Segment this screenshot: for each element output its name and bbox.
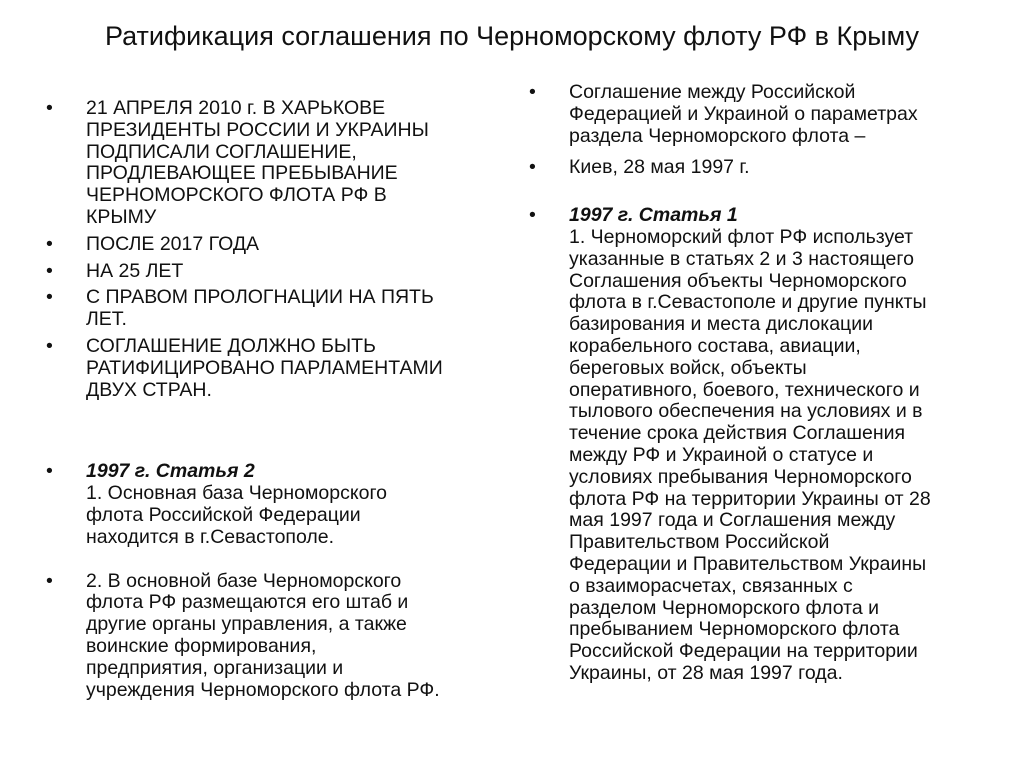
bullet-glyph: • — [46, 286, 53, 309]
bullet-glyph: • — [46, 569, 53, 592]
list-item-text: 21 АПРЕЛЯ 2010 г. В ХАРЬКОВЕ ПРЕЗИДЕНТЫ РОССИИ И УКРАИНЫ ПОДПИСАЛИ СОГЛАШЕНИЕ, ПРОДЛЕВАЮЩЕЕ ПРЕБЫВАНИЕ ЧЕРНОМОРСКОГО ФЛОТА РФ В КРЫМУ — [86, 97, 429, 228]
list-item-text: 2. В основной базе Черноморского флота РФ размещаются его штаб и другие органы управления, а также воинские формирования, предприятия, организации и учреждения Черноморского флота РФ. — [86, 569, 440, 701]
bullet-glyph: • — [529, 156, 536, 179]
bullet-glyph: • — [46, 460, 53, 483]
list-item-text: Киев, 28 мая 1997 г. — [569, 156, 750, 179]
list-item-article-1 — [529, 205, 999, 685]
list-item — [529, 157, 999, 179]
left-column-list — [46, 98, 512, 701]
list-item — [46, 287, 512, 331]
list-item-text: Соглашение между Российской Федерацией и Украиной о параметрах раздела Черноморского флота – — [569, 81, 918, 147]
list-item-article-2 — [46, 461, 512, 548]
bullet-glyph: • — [529, 81, 536, 103]
list-item-text: ПОСЛЕ 2017 ГОДА — [86, 232, 260, 255]
list-item — [46, 261, 512, 283]
list-item-text: НА 25 ЛЕТ — [86, 259, 184, 282]
list-item — [46, 571, 512, 702]
article-body: 1. Черноморский флот РФ использует указанные в статьях 2 и 3 настоящего Соглашения объекты Черноморского флота в г.Севастополе и другие пункты базирования и места дислокации корабельного состава, авиации, береговых войск, объекты оперативного, боевого, технического и тылового обеспечения на условиях и в течение срока действия Соглашения между РФ и Украиной о статусе и условиях пребывания Черноморского флота РФ на территории Украины от 28 мая 1997 года и Соглашения между Правительством Российской Федерации и Правительством Украины о взаиморасчетах, связанных с разделом Черноморского флота и пребыванием Черноморского флота Российской Федерации на территории Украины, от 28 мая 1997 года. — [569, 225, 931, 684]
list-item — [46, 234, 512, 256]
slide-title: Ратификация соглашения по Черноморскому флоту РФ в Крыму — [104, 21, 920, 51]
article-heading: 1997 г. Статья 1 — [569, 204, 738, 227]
list-item — [46, 336, 512, 401]
bullet-glyph: • — [529, 204, 536, 227]
bullet-glyph: • — [46, 259, 53, 282]
list-item — [529, 82, 999, 147]
article-heading: 1997 г. Статья 2 — [86, 460, 255, 483]
list-item-text: СОГЛАШЕНИЕ ДОЛЖНО БЫТЬ РАТИФИЦИРОВАНО ПАРЛАМЕНТАМИ ДВУХ СТРАН. — [86, 334, 443, 401]
list-item — [46, 98, 512, 229]
right-column-list — [529, 82, 999, 685]
bullet-glyph: • — [46, 232, 53, 255]
article-body: 1. Основная база Черноморского флота Российской Федерации находится в г.Севастополе. — [86, 482, 387, 548]
list-item-text: С ПРАВОМ ПРОЛОГНАЦИИ НА ПЯТЬ ЛЕТ. — [86, 286, 434, 331]
bullet-glyph: • — [46, 97, 53, 119]
bullet-glyph: • — [46, 334, 53, 357]
